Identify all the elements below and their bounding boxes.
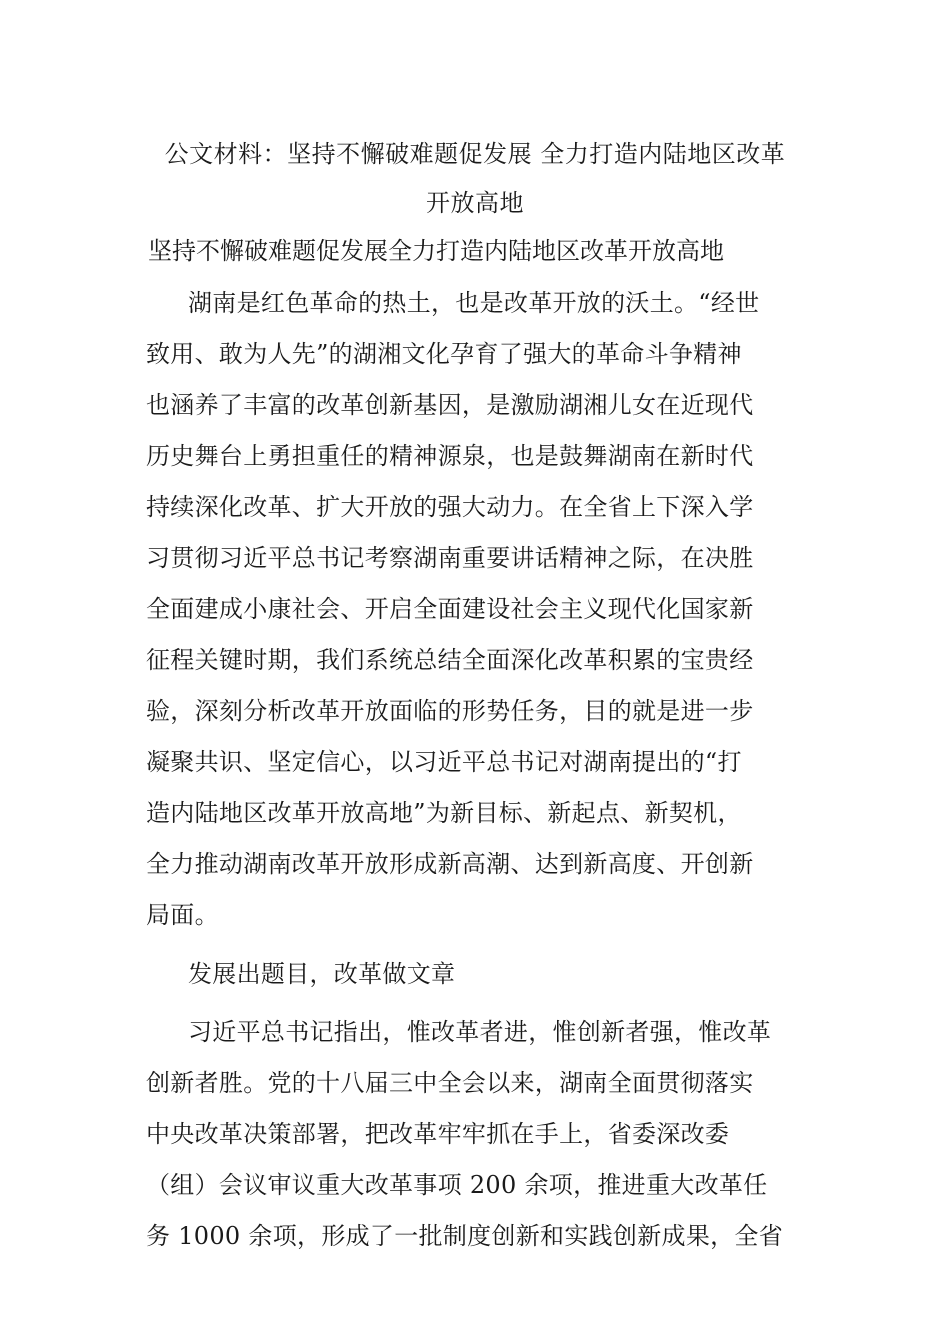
document-title [130,130,820,228]
paragraph-1-line-6: 习贯彻习近平总书记考察湖南重要讲话精神之际，在决胜 [146,544,754,572]
paragraph-2-line-3: 中央改革决策部署，把改革牢牢抓在手上，省委深改委 [146,1120,730,1148]
paragraph-1-line-11: 造内陆地区改革开放高地”为新目标、新起点、新契机， [146,799,742,827]
title-line-1: 公文材料：坚持不懈破难题促发展 全力打造内陆地区改革 [164,140,786,168]
paragraph-1-line-10: 凝聚共识、坚定信心，以习近平总书记对湖南提出的“打 [146,748,742,776]
paragraph-2-line-1: 习近平总书记指出，惟改革者进，惟创新者强，惟改革 [188,1018,772,1046]
paragraph-1-line-3: 也涵养了丰富的改革创新基因，是激励湖湘儿女在近现代 [146,391,754,419]
paragraph-1-line-13: 局面。 [146,901,219,929]
paragraph-1-line-7: 全面建成小康社会、开启全面建设社会主义现代化国家新 [146,595,754,623]
paragraph-2-line-2: 创新者胜。党的十八届三中全会以来，湖南全面贯彻落实 [146,1069,754,1097]
document-subtitle: 坚持不懈破难题促发展全力打造内陆地区改革开放高地 [148,237,724,265]
paragraph-1-line-1: 湖南是红色革命的热土，也是改革开放的沃土。“经世 [188,289,760,317]
document-body [146,278,826,1262]
paragraph-1-line-12: 全力推动湖南改革开放形成新高潮、达到新高度、开创新 [146,850,754,878]
paragraph-2-line-5: 务 1000 余项，形成了一批制度创新和实践创新成果，全省 [146,1222,784,1250]
paragraph-1-line-4: 历史舞台上勇担重任的精神源泉，也是鼓舞湖南在新时代 [146,442,754,470]
section-heading: 发展出题目，改革做文章 [188,960,456,988]
title-line-2: 开放高地 [426,189,524,217]
paragraph-1-line-8: 征程关键时期，我们系统总结全面深化改革积累的宝贵经 [146,646,754,674]
paragraph-1-line-9: 验，深刻分析改革开放面临的形势任务，目的就是进一步 [146,697,754,725]
paragraph-1-line-2: 致用、敢为人先”的湖湘文化孕育了强大的革命斗争精神 [146,340,742,368]
paragraph-1-line-5: 持续深化改革、扩大开放的强大动力。在全省上下深入学 [146,493,754,521]
paragraph-2-line-4: （组）会议审议重大改革事项 200 余项，推进重大改革任 [146,1171,768,1199]
